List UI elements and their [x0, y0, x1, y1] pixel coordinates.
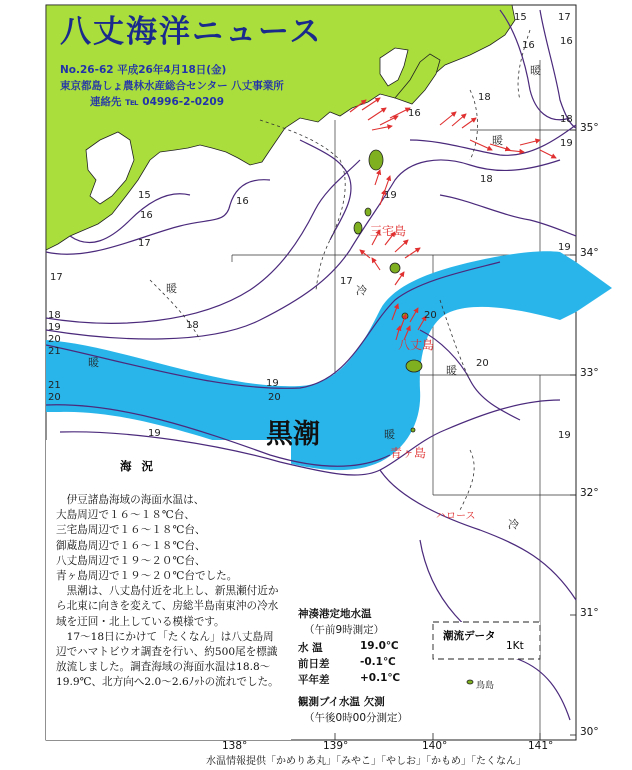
water-temp-value: 19.0℃ [360, 640, 399, 652]
kuroshio-label: 黒潮 [266, 419, 320, 450]
organization-line: 東京都島しょ農林水産総合センター 八丈事業所 [60, 80, 284, 92]
diff-prev-label: 前日差 [298, 658, 330, 670]
isotherm-label: 17 [50, 272, 63, 283]
isotherm-label: 18 [48, 310, 61, 321]
isotherm-label: 17 [558, 12, 571, 23]
isotherm-label: 20 [48, 334, 61, 345]
newsletter-title: 八丈海洋ニュース [60, 14, 323, 50]
torishima-label: 鳥島 [476, 681, 495, 691]
isotherm-label: 19 [560, 138, 573, 149]
lat-label-31: 31° [580, 607, 599, 619]
warm-marker: 暖 [166, 282, 177, 295]
summary-line: 青ヶ島周辺で１９～２０℃台でした。 [56, 570, 238, 583]
sea-condition-heading: 海 況 [120, 459, 157, 473]
toshima-island [365, 208, 371, 216]
summary-line: 御蔵島周辺で１６～１８℃台、 [56, 539, 206, 552]
halos-label: ハロース [436, 511, 476, 522]
aogashima-label: 青ヶ島 [390, 446, 427, 460]
isotherm-label: 20 [424, 310, 437, 321]
hachijo-island [406, 360, 422, 372]
summary-line: 三宅島周辺で１６～１８℃台、 [56, 524, 206, 537]
warm-marker: 暖 [492, 134, 503, 147]
buoy-title: 観測ブイ水温 欠測 [298, 696, 385, 708]
hachijo-island-label: 八丈島 [398, 338, 435, 352]
contact-line: 連絡先 ℡ 04996-2-0209 [90, 96, 225, 108]
warm-marker: 暖 [88, 356, 99, 369]
niijima-island [354, 222, 362, 234]
issue-line: No.26-62 平成26年4月18日(金) [60, 64, 227, 76]
warm-marker: 暖 [384, 428, 395, 441]
isotherm-label: 18 [186, 320, 199, 331]
summary-p1: 伊豆諸島海域の海面水温は、 [66, 494, 205, 506]
lon-label-141: 141° [528, 740, 554, 752]
isotherm-label: 17 [138, 238, 151, 249]
isotherm-label: 15 [514, 12, 527, 23]
lat-label-33: 33° [580, 367, 599, 379]
lat-label-34: 34° [580, 247, 599, 259]
isotherm-label: 17 [340, 276, 353, 287]
isotherm-label: 16 [408, 108, 421, 119]
lon-label-138: 138° [222, 740, 248, 752]
isotherm-label: 18 [480, 174, 493, 185]
isotherm-label: 18 [478, 92, 491, 103]
isotherm-label: 20 [48, 392, 61, 403]
legend-scale: 1Kt [506, 640, 524, 652]
water-temp-label: 水 温 [298, 642, 323, 654]
isotherm-label: 16 [522, 40, 535, 51]
isotherm-label: 16 [236, 196, 249, 207]
water-temp-title: 神湊港定地水温 [298, 608, 372, 620]
aoga-island [411, 428, 415, 432]
isotherm-label: 19 [48, 322, 61, 333]
isotherm-label: 21 [48, 346, 61, 357]
lat-label-30: 30° [580, 726, 599, 738]
summary-p2: 黒潮は、八丈島付近を北上し、新黒瀬付近から北東に向きを変えて、房総半島南東沖の冷水域を迂回・北上している模様です。 [56, 585, 279, 628]
isotherm-label: 19 [266, 378, 279, 389]
isotherm-label: 19 [558, 430, 571, 441]
summary-line: 大島周辺で１６～１８℃台、 [56, 509, 195, 522]
diff-normal-label: 平年差 [298, 674, 330, 686]
lat-label-32: 32° [580, 487, 599, 499]
isotherm-label: 21 [48, 380, 61, 391]
tori-island [467, 680, 473, 684]
warm-marker: 暖 [446, 364, 457, 377]
isotherm-label: 20 [476, 358, 489, 369]
isotherm-label: 16 [560, 36, 573, 47]
water-temp-time: （午前9時測定） [304, 624, 385, 636]
lat-label-35: 35° [580, 122, 599, 134]
lon-label-140: 140° [422, 740, 448, 752]
isotherm-label: 19 [384, 190, 397, 201]
cold-marker: 冷 [508, 518, 519, 531]
isotherm-label: 20 [268, 392, 281, 403]
miyake-island [390, 263, 400, 273]
buoy-time: （午後0時00分測定） [304, 712, 409, 724]
summary-p3: 17～18日にかけて「たくなん」は八丈島周辺でハマトビウオ調査を行い、約500尾を標識放流しました。調査海域の海面水温は18.8～19.9℃、北方向へ2.0～2.6ﾉｯﾄの流れでした。 [56, 630, 279, 689]
miyake-island-label: 三宅島 [370, 224, 407, 238]
diff-normal-value: +0.1℃ [360, 672, 401, 684]
cold-marker: 冷 [356, 284, 367, 297]
isotherm-label: 16 [140, 210, 153, 221]
lon-label-139: 139° [323, 740, 349, 752]
isotherm-label: 18 [560, 114, 573, 125]
diff-prev-value: -0.1℃ [360, 656, 396, 668]
data-provider-footer: 水温情報提供「かめりあ丸」「みやこ」「やしお」「かもめ」「たくなん」 [206, 756, 526, 767]
isotherm-label: 19 [558, 242, 571, 253]
legend-title: 潮流データ [443, 630, 496, 642]
summary-line: 八丈島周辺で１９～２０℃台、 [56, 554, 206, 567]
oshima-island [369, 150, 383, 170]
summary-text [56, 493, 282, 691]
warm-marker: 暖 [530, 64, 541, 77]
isotherm-label: 15 [138, 190, 151, 201]
isotherm-label: 19 [148, 428, 161, 439]
